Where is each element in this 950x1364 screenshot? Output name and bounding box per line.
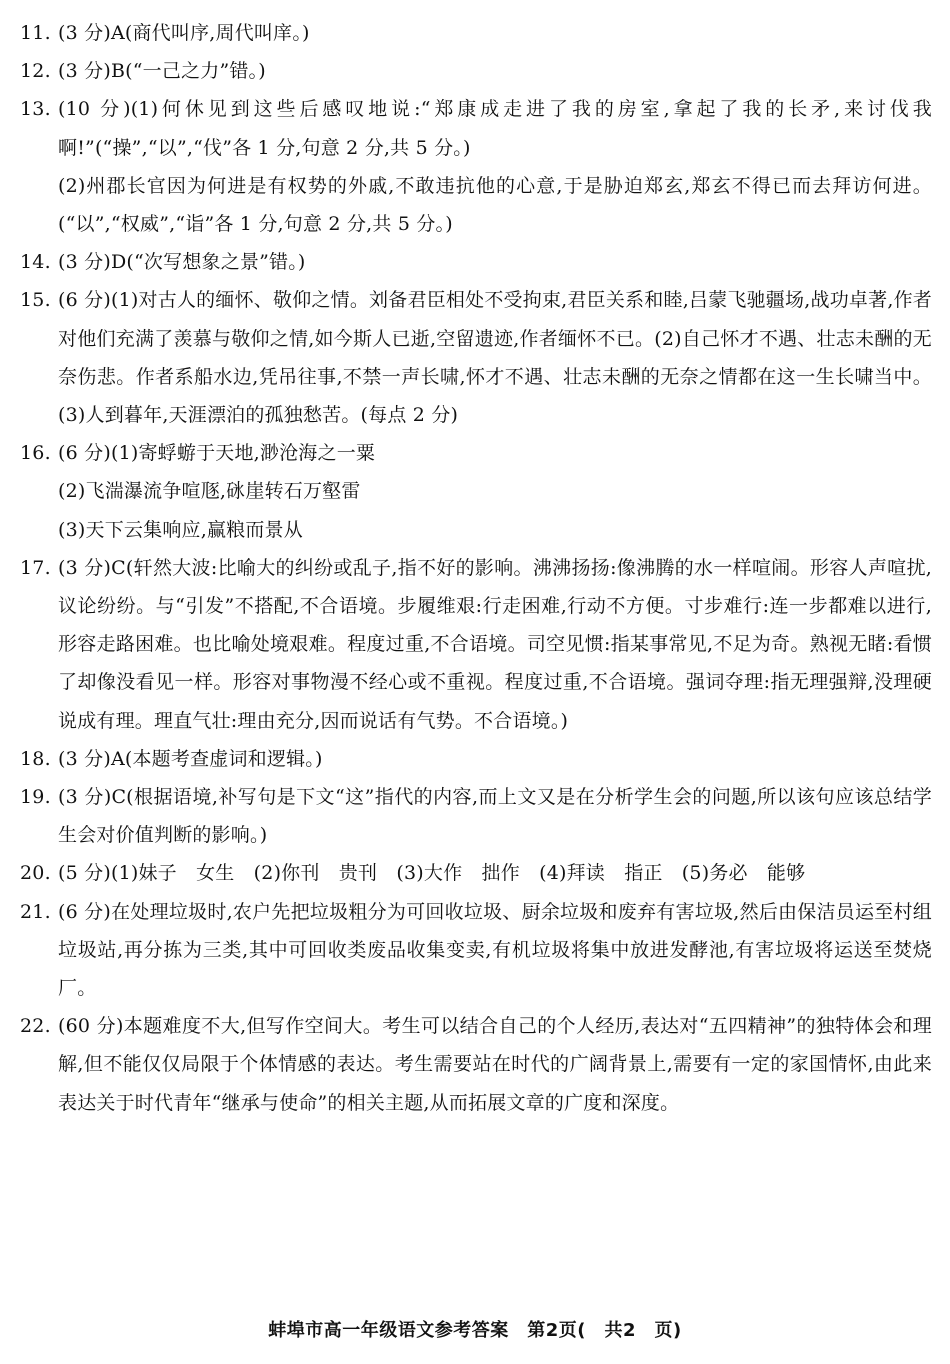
answer-text: (3 分)D(“次写想象之景”错。) (58, 251, 306, 274)
answer-number: 16. (20, 442, 51, 465)
answer-item-16 (20, 434, 932, 549)
answer-text: (2)飞湍瀑流争喧豗,砯崖转石万壑雷 (58, 480, 361, 503)
answer-number: 13. (20, 98, 51, 121)
answer-list (20, 14, 932, 1122)
answer-number: 22. (20, 1015, 51, 1038)
answer-text: (3 分)A(商代叫序,周代叫庠。) (58, 22, 310, 44)
answer-number: 11. (20, 22, 51, 44)
answer-number: 20. (20, 862, 51, 885)
answer-item-19 (20, 778, 932, 854)
answer-item-22 (20, 1007, 932, 1122)
answer-number: 12. (20, 60, 51, 83)
answer-number: 14. (20, 251, 51, 274)
answer-item-13 (20, 90, 932, 243)
answer-text: (3)天下云集响应,赢粮而景从 (58, 518, 303, 541)
answer-text: (3 分)C(轩然大波:比喻大的纠纷或乱子,指不好的影响。沸沸扬扬:像沸腾的水一样喧闹。形容人声喧扰,议论纷纷。与“引发”不搭配,不合语境。步履维艰:行走困难,行动不方便。寸步难行:连一步都难以进行,形容走路困难。也比喻处境艰难。程度过重,不合语境。司空见惯:指某事常见,不足为奇。熟视无睹:看惯了却像没看见一样。形容对事物漫不经心或不重视。程度过重,不合语境。强词夺理:指无理强辩,没理硬说成有理。理直气壮:理由充分,因而说话有气势。不合语境。) (58, 556, 932, 732)
answer-number: 18. (20, 747, 51, 770)
answer-number: 17. (20, 556, 51, 579)
answer-item-20 (20, 854, 932, 892)
answer-text: (3 分)A(本题考查虚词和逻辑。) (58, 747, 323, 770)
answer-item-11 (20, 14, 932, 52)
answer-text: (6 分)(1)寄蜉蝣于天地,渺沧海之一粟 (58, 442, 376, 465)
answer-text: (3 分)B(“一己之力”错。) (58, 60, 266, 83)
answer-text: (10 分)(1)何休见到这些后感叹地说:“郑康成走进了我的房室,拿起了我的长矛,来讨伐我啊!”(“操”,“以”,“伐”各 1 分,句意 2 分,共 5 分。) (58, 98, 932, 159)
answer-number: 21. (20, 900, 51, 923)
answer-text: (2)州郡长官因为何进是有权势的外戚,不敢违抗他的心意,于是胁迫郑玄,郑玄不得已而去拜访何进。(“以”,“权威”,“诣”各 1 分,句意 2 分,共 5 分。) (58, 174, 932, 236)
answer-text: (5 分)(1)妹子 女生 (2)你刊 贵刊 (3)大作 拙作 (4)拜读 指正 (5)务必 能够 (58, 862, 806, 885)
answer-text: (60 分)本题难度不大,但写作空间大。考生可以结合自己的个人经历,表达对“五四精神”的独特体会和理解,但不能仅仅局限于个体情感的表达。考生需要站在时代的广阔背景上,需要有一定的家国情怀,由此来表达关于时代青年“继承与使命”的相关主题,从而拓展文章的广度和深度。 (58, 1015, 932, 1114)
answer-item-17 (20, 549, 932, 740)
answer-number: 15. (20, 289, 51, 312)
page-footer: 蚌埠市高一年级语文参考答案 第2页( 共2 页) (268, 1320, 682, 1341)
answer-number: 19. (20, 786, 51, 809)
answer-text: (6 分)(1)对古人的缅怀、敬仰之情。刘备君臣相处不受拘束,君臣关系和睦,吕蒙飞驰疆场,战功卓著,作者对他们充满了羡慕与敬仰之情,如今斯人已逝,空留遗迹,作者缅怀不已。(2)自己怀才不遇、壮志未酬的无奈伤悲。作者系船水边,凭吊往事,不禁一声长啸,怀才不遇、壮志未酬的无奈之情都在这一生长啸当中。(3)人到暮年,天涯漂泊的孤独愁苦。(每点 2 分) (58, 289, 932, 427)
answer-item-15 (20, 281, 932, 434)
answer-item-21 (20, 893, 932, 1008)
answer-item-14 (20, 243, 932, 281)
answer-text: (6 分)在处理垃圾时,农户先把垃圾粗分为可回收垃圾、厨余垃圾和废弃有害垃圾,然后由保洁员运至村组垃圾站,再分拣为三类,其中可回收类废品收集变卖,有机垃圾将集中放进发酵池,有害垃圾将运送至焚烧厂。 (58, 900, 932, 1000)
answer-item-12 (20, 52, 932, 90)
answer-item-18 (20, 740, 932, 778)
answer-text: (3 分)C(根据语境,补写句是下文“这”指代的内容,而上文又是在分析学生会的问题,所以该句应该总结学生会对价值判断的影响。) (58, 786, 932, 847)
